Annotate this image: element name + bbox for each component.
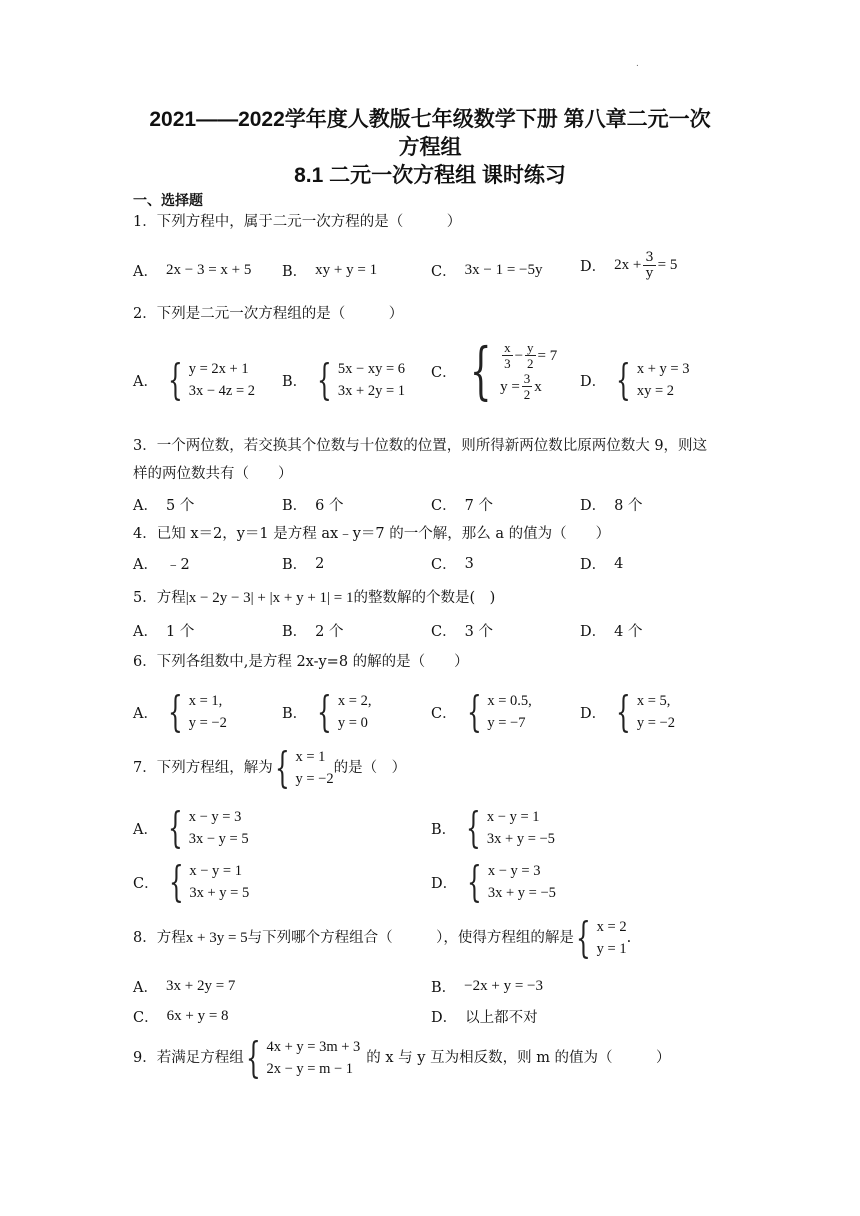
title-line-1: 2021——2022学年度人教版七年级数学下册 第八章二元一次 <box>149 108 711 131</box>
q2-option-c: C． { $\frac{x}{3}$ − $\frac{y}{2}$ = 7 y = $\frac{3}{2}$ x <box>431 334 558 407</box>
q1-option-d: D． 2x + $\frac{3}{y}$ = 5 <box>580 250 678 281</box>
q3-option-d: D． 8 个 <box>580 498 643 514</box>
q5-option-c: C． 3 个 <box>431 624 493 640</box>
question-7: 7．下列方程组，解为 { x = 1 y = −2 的是（ ） <box>133 743 407 792</box>
q2-option-d: D． { x + y = 3 xy = 2 <box>580 355 690 404</box>
question-6: 6．下列各组数中,是方程 2x-y=8 的解的是（ ） <box>133 654 469 670</box>
question-2: 2．下列是二元一次方程组的是（ ） <box>133 306 404 322</box>
q1-option-c: C． 3x − 1 = −5y <box>431 262 543 280</box>
q6-option-b: B． { x = 2, y = 0 <box>282 687 372 736</box>
title-line-2: 方程组 <box>398 136 462 159</box>
q2-option-b: B． { 5x − xy = 6 3x + 2y = 1 <box>282 355 405 404</box>
q6-option-c: C． { x = 0.5, y = −7 <box>431 687 532 736</box>
q5-option-d: D． 4 个 <box>580 624 643 640</box>
section-heading: 一、选择题 <box>133 192 203 208</box>
title-line-3: 8.1 二元一次方程组 课时练习 <box>294 164 566 187</box>
q4-option-a: A． ﹣2 <box>133 557 190 573</box>
q4-option-d: D． 4 <box>580 555 624 573</box>
q5-option-b: B． 2 个 <box>282 624 344 640</box>
q7-option-b: B． { x − y = 1 3x + y = −5 <box>431 803 555 852</box>
q3-option-a: A． 5 个 <box>133 498 195 514</box>
q7-option-d: D． { x − y = 3 3x + y = −5 <box>431 857 556 906</box>
q7-option-a: A． { x − y = 3 3x − y = 5 <box>133 803 249 852</box>
q8-option-b: B． −2x + y = −3 <box>431 978 543 996</box>
q8-option-d: D． 以上都不对 <box>431 1010 538 1026</box>
q6-option-d: D． { x = 5, y = −2 <box>580 687 675 736</box>
question-3-line-2: 样的两位数共有（ ） <box>133 466 293 482</box>
q6-option-a: A． { x = 1, y = −2 <box>133 687 227 736</box>
question-1: 1．下列方程中，属于二元一次方程的是（ ） <box>133 214 462 230</box>
question-4: 4．已知 x＝2，y＝1 是方程 ax﹣y＝7 的一个解，那么 a 的值为（ ） <box>133 526 611 542</box>
question-8: 8．方程 x + 3y = 5 与下列哪个方程组合（ ），使得方程组的解是 { x = 2 y = 1 . <box>133 913 632 962</box>
question-3-line-1: 3．一个两位数，若交换其个位数与十位数的位置，则所得新两位数比原两位数大 9，则这 <box>133 438 708 454</box>
q7-option-c: C． { x − y = 1 3x + y = 5 <box>133 857 250 906</box>
q5-option-a: A． 1 个 <box>133 624 195 640</box>
q2-option-a: A． { y = 2x + 1 3x − 4z = 2 <box>133 355 256 404</box>
header-dot: . <box>636 58 639 69</box>
q3-option-b: B． 6 个 <box>282 498 344 514</box>
question-5: 5．方程|x − 2y − 3| + |x + y + 1| = 1的整数解的个数是( ) <box>133 590 496 606</box>
q4-option-c: C． 3 <box>431 555 474 573</box>
q8-option-c: C． 6x + y = 8 <box>133 1008 229 1026</box>
q4-option-b: B． 2 <box>282 555 325 573</box>
q1-option-b: B． xy + y = 1 <box>282 262 378 280</box>
q8-option-a: A． 3x + 2y = 7 <box>133 978 236 996</box>
q1-option-a: A． 2x − 3 = x + 5 <box>133 262 252 280</box>
question-9: 9．若满足方程组 { 4x + y = 3m + 3 2x − y = m − 1 的 x 与 y 互为相反数，则 m 的值为（ ） <box>133 1033 671 1082</box>
q3-option-c: C． 7 个 <box>431 498 493 514</box>
